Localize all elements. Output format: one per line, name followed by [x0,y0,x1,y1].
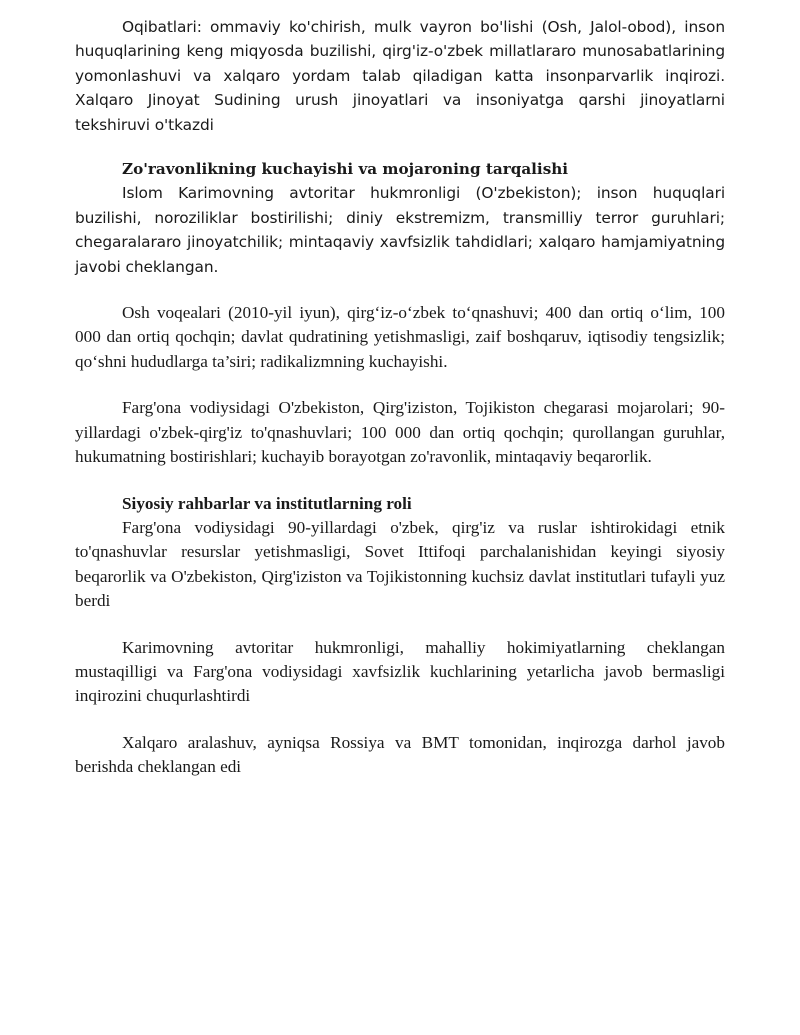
paragraph-ethnic-clashes: Farg'ona vodiysidagi 90-yillardagi o'zbek, qirg'iz va ruslar ishtirokidagi etnik to'qnashuvlar resurslar yetishmasligi, Sovet Ittifoqi parchalanishidan keyingi siyosiy beqarorlik va O'zbekiston, Qirg'iziston va Tojikistonning kuchsiz davlat institutlari tufayli yuz berdi [75,517,725,611]
paragraph-consequences: Oqibatlari: ommaviy ko'chirish, mulk vayron bo'lishi (Osh, Jalol-obod), inson huquqlarining keng miqyosda buzilishi, qirg'iz-o'zbek millatlararo munosabatlarining yomonlashuvi va xalqaro yordam talab qiladigan katta insonparvarlik inqirozi. Xalqaro Jinoyat Sudining urush jinoyatlari va insoniyatga qarshi jinoyatlarni tekshiruvi o'tkazdi [75,18,725,134]
paragraph-karimov-rule: Islom Karimovning avtoritar hukmronligi (O'zbekiston); inson huquqlari buzilishi, noroziliklar bostirilishi; diniy ekstremizm, transmilliy terror guruhlari; chegaralararo jinoyatchilik; mintaqaviy xavfsizlik tahdidlari; xalqaro hamjamiyatning javobi cheklangan. [75,184,725,276]
document-page [75,15,725,780]
heading-political-leaders-role: Siyosiy rahbarlar va institutlarning roli [122,493,412,513]
paragraph-osh-events: Osh voqealari (2010-yil iyun), qirg‘iz-o‘zbek to‘qnashuvi; 400 dan ortiq o‘lim, 100 000 dan ortiq qochqin; davlat qudratining yetishmasligi, zaif boshqaruv, iqtisodiy tengsizlik; qo‘shni hududlarga ta’siri; radikalizmning kuchayishi. [75,303,725,371]
paragraph-fergana-border-conflicts: Farg'ona vodiysidagi O'zbekiston, Qirg'iziston, Tojikiston chegarasi mojarolari; 90-yillardagi o'zbek-qirg'iz to'qnashuvlari; 100 000 dan ortiq qochqin; qurollangan guruhlar, hukumatning bostirishlari; kuchayib borayotgan zo'ravonlik, mintaqaviy beqarorlik. [75,398,725,467]
paragraph-international-intervention: Xalqaro aralashuv, ayniqsa Rossiya va BMT tomonidan, inqirozga darhol javob berishda cheklangan edi [75,732,725,777]
heading-violence-escalation: Zo'ravonlikning kuchayishi va mojaroning tarqalishi [122,160,569,179]
paragraph-authoritarian-rule: Karimovning avtoritar hukmronligi, mahalliy hokimiyatlarning cheklangan mustaqilligi va Farg'ona vodiysidagi xavfsizlik kuchlarining yetarlicha javob bermasligi inqirozini chuqurlashtirdi [75,637,725,706]
